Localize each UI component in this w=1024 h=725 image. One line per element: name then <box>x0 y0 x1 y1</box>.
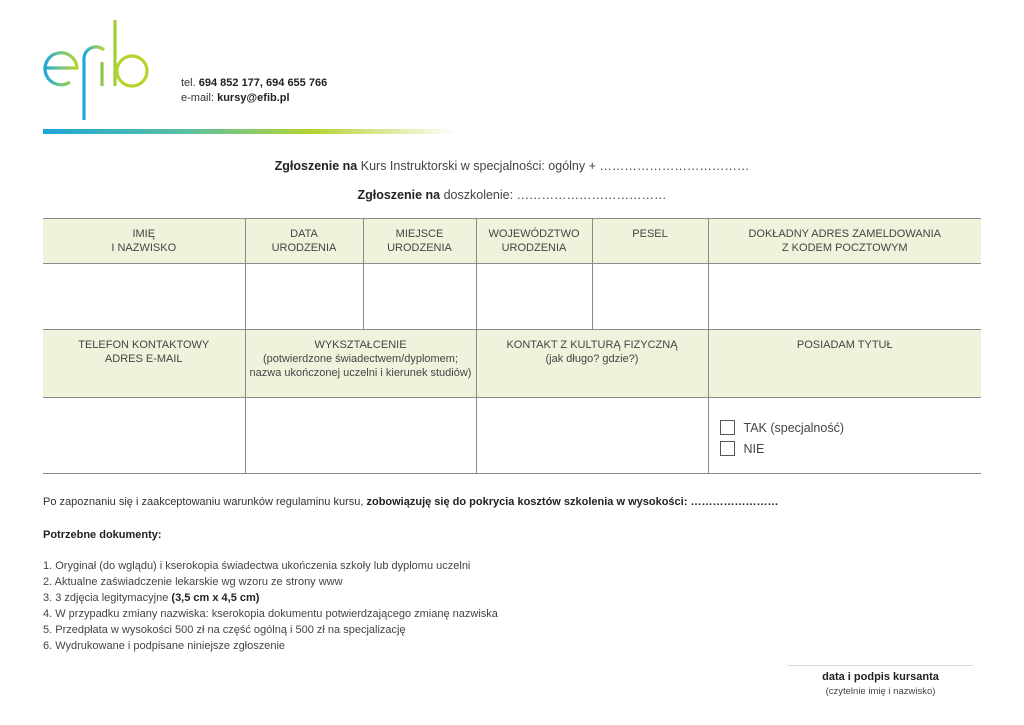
contact-info <box>181 76 327 106</box>
title-option-yes[interactable] <box>720 420 982 435</box>
phone-value: 694 852 177, 694 655 766 <box>198 77 328 89</box>
commitment-statement <box>43 496 778 508</box>
document-item: 3. 3 zdjęcia legitymacyjne (3,5 cm x 4,5 cm) <box>43 592 260 604</box>
personal-header-row <box>43 219 981 264</box>
title-option-no[interactable] <box>720 441 982 456</box>
header-gradient-bar <box>43 129 458 134</box>
sport-contact-input-cell[interactable] <box>476 398 708 474</box>
birth-date-header: DATA URODZENIA <box>245 219 363 264</box>
document-item: 5. Przedpłata w wysokości 500 zł na część ogólną i 500 zł na specjalizację <box>43 624 406 636</box>
birth-place-input-cell[interactable] <box>363 264 476 330</box>
education-input-cell[interactable] <box>245 398 476 474</box>
training-text: doszkolenie: <box>440 188 517 202</box>
title-header: POSIADAM TYTUŁ <box>708 330 981 398</box>
signature-line[interactable] <box>788 665 973 666</box>
signature-sublabel: (czytelnie imię i nazwisko) <box>825 686 936 697</box>
no-label: NIE <box>743 441 765 456</box>
registration-form-table <box>43 218 981 474</box>
training-label-bold: Zgłoszenie na <box>357 188 441 202</box>
phone-email-input-cell[interactable] <box>43 398 245 474</box>
yes-checkbox[interactable] <box>720 420 735 435</box>
no-checkbox[interactable] <box>720 441 735 456</box>
document-item: 6. Wydrukowane i podpisane niniejsze zgłoszenie <box>43 640 286 652</box>
document-item: 1. Oryginał (do wglądu) i kserokopia świadectwa ukończenia szkoły lub dyplomu uczelni <box>43 560 471 572</box>
title-options-cell <box>708 398 981 474</box>
address-input-cell[interactable] <box>708 264 981 330</box>
documents-list <box>43 558 498 654</box>
logo-text: efib <box>40 16 42 17</box>
phone-label: tel. <box>181 77 196 89</box>
personal-input-row <box>43 264 981 330</box>
birth-date-input-cell[interactable] <box>245 264 363 330</box>
course-label-bold: Zgłoszenie na <box>274 159 358 173</box>
phone-line <box>181 76 327 91</box>
education-header: WYKSZTAŁCENIE (potwierdzone świadectwem/dyplomem; nazwa ukończonej uczelni i kierunek studiów) <box>245 330 476 398</box>
birth-place-header: MIEJSCE URODZENIA <box>363 219 476 264</box>
training-application-line <box>0 188 1024 202</box>
documents-title: Potrzebne dokumenty: <box>43 529 162 541</box>
signature-label: data i podpis kursanta <box>822 671 939 683</box>
document-item: 2. Aktualne zaświadczenie lekarskie wg wzoru ze strony www <box>43 576 343 588</box>
pesel-input-cell[interactable] <box>592 264 708 330</box>
yes-label: TAK (specjalność) <box>743 420 844 435</box>
efib-logo <box>40 16 155 121</box>
name-input-cell[interactable] <box>43 264 245 330</box>
email-line <box>181 91 327 106</box>
contact-header-row <box>43 330 981 398</box>
commitment-text: Po zapoznaniu się i zaakceptowaniu warunków regulaminu kursu, <box>43 496 367 508</box>
sport-contact-header: KONTAKT Z KULTURĄ FIZYCZNĄ (jak długo? gdzie?) <box>476 330 708 398</box>
document-item: 4. W przypadku zmiany nazwiska: kserokopia dokumentu potwierdzającego zmianę nazwiska <box>43 608 498 620</box>
phone-email-header: TELEFON KONTAKTOWY ADRES E-MAIL <box>43 330 245 398</box>
name-header: IMIĘ I NAZWISKO <box>43 219 245 264</box>
birth-province-header: WOJEWÓDZTWO URODZENIA <box>476 219 592 264</box>
commitment-bold: zobowiązuję się do pokrycia kosztów szkolenia w wysokości: …………………… <box>366 496 779 508</box>
birth-province-input-cell[interactable] <box>476 264 592 330</box>
email-value: kursy@efib.pl <box>217 92 290 104</box>
address-header: DOKŁADNY ADRES ZAMELDOWANIA Z KODEM POCZTOWYM <box>708 219 981 264</box>
course-text: Kurs Instruktorski w specjalności: ogólny + <box>357 159 600 173</box>
course-dots[interactable]: ……………………………… <box>599 159 750 173</box>
pesel-header: PESEL <box>592 219 708 264</box>
email-label: e-mail: <box>181 92 215 104</box>
course-application-line <box>0 159 1024 173</box>
contact-input-row <box>43 398 981 474</box>
training-dots[interactable]: ……………………………… <box>516 188 667 202</box>
